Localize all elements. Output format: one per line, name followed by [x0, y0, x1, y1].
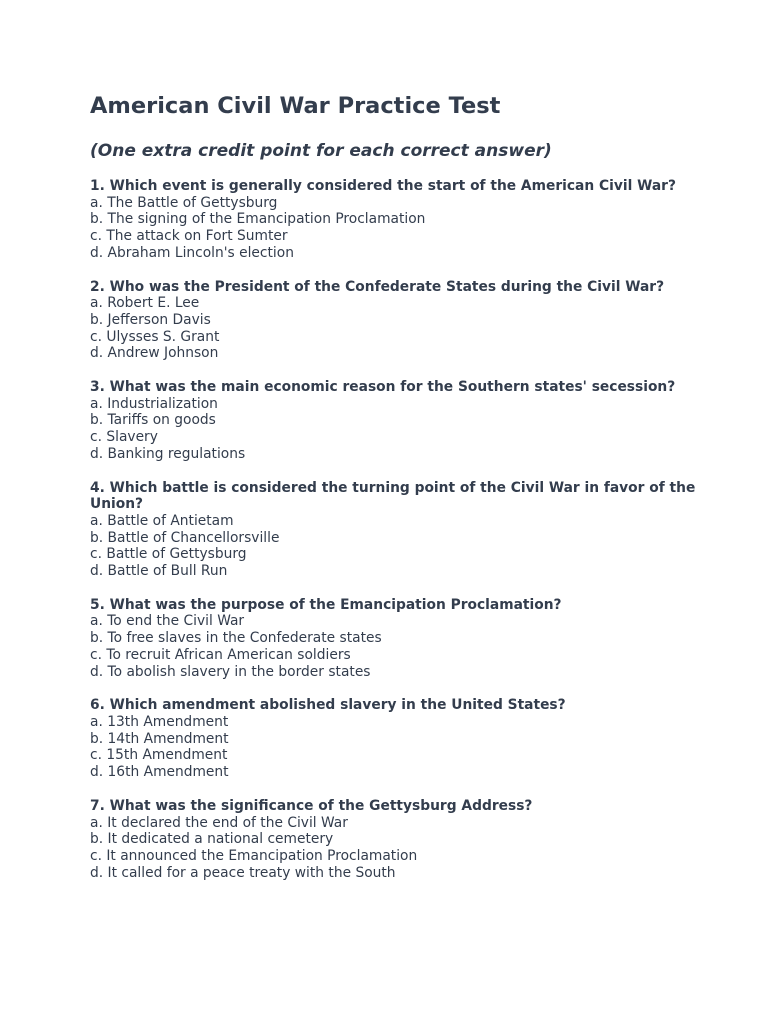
answer-option: a. 13th Amendment — [90, 713, 229, 730]
answer-option: c. It announced the Emancipation Proclamation — [90, 847, 418, 864]
answer-option: c. The attack on Fort Sumter — [90, 228, 288, 245]
question-5 — [90, 597, 710, 681]
answer-option: d. Battle of Bull Run — [90, 563, 228, 580]
document-page — [90, 91, 710, 898]
answer-option: a. It declared the end of the Civil War — [90, 814, 348, 831]
question-3 — [90, 379, 710, 463]
page-subtitle: (One extra credit point for each correct answer) — [90, 141, 552, 161]
answer-option: c. Battle of Gettysburg — [90, 546, 247, 563]
question-4 — [90, 480, 710, 580]
question-7 — [90, 798, 710, 882]
page-title: American Civil War Practice Test — [90, 93, 501, 119]
question-1 — [90, 178, 710, 262]
answer-option: a. To end the Civil War — [90, 613, 245, 630]
answer-option: d. 16th Amendment — [90, 764, 229, 781]
answer-option: b. Battle of Chancellorsville — [90, 529, 280, 546]
question-text: 3. What was the main economic reason for the Southern states' secession? — [90, 379, 676, 396]
question-text: 1. Which event is generally considered the start of the American Civil War? — [90, 178, 676, 194]
answer-option: d. It called for a peace treaty with the South — [90, 864, 396, 881]
question-text: 2. Who was the President of the Confederate States during the Civil War? — [90, 278, 665, 295]
answer-option: b. Jefferson Davis — [90, 311, 211, 328]
question-text: 5. What was the purpose of the Emancipation Proclamation? — [90, 596, 562, 613]
question-6 — [90, 697, 710, 781]
answer-option: b. It dedicated a national cemetery — [90, 831, 334, 848]
answer-option: d. Andrew Johnson — [90, 345, 219, 362]
question-text: 6. Which amendment abolished slavery in the United States? — [90, 697, 566, 714]
answer-option: d. Abraham Lincoln's election — [90, 244, 294, 261]
answer-option: b. Tariffs on goods — [90, 412, 216, 429]
question-text: 4. Which battle is considered the turning point of the Civil War in favor of the Union? — [90, 479, 696, 513]
answer-option: c. Ulysses S. Grant — [90, 328, 220, 345]
question-list — [90, 178, 710, 881]
answer-option: c. Slavery — [90, 429, 158, 446]
answer-option: a. The Battle of Gettysburg — [90, 194, 278, 211]
answer-option: d. Banking regulations — [90, 445, 246, 462]
answer-option: b. The signing of the Emancipation Proclamation — [90, 211, 426, 228]
answer-option: d. To abolish slavery in the border states — [90, 663, 371, 680]
answer-option: a. Battle of Antietam — [90, 512, 234, 529]
answer-option: c. To recruit African American soldiers — [90, 646, 351, 663]
answer-option: a. Robert E. Lee — [90, 295, 200, 312]
question-2 — [90, 279, 710, 363]
answer-option: a. Industrialization — [90, 395, 218, 412]
answer-option: b. To free slaves in the Confederate states — [90, 630, 382, 647]
answer-option: c. 15th Amendment — [90, 747, 228, 764]
question-text: 7. What was the significance of the Gettysburg Address? — [90, 797, 533, 814]
answer-option: b. 14th Amendment — [90, 730, 229, 747]
